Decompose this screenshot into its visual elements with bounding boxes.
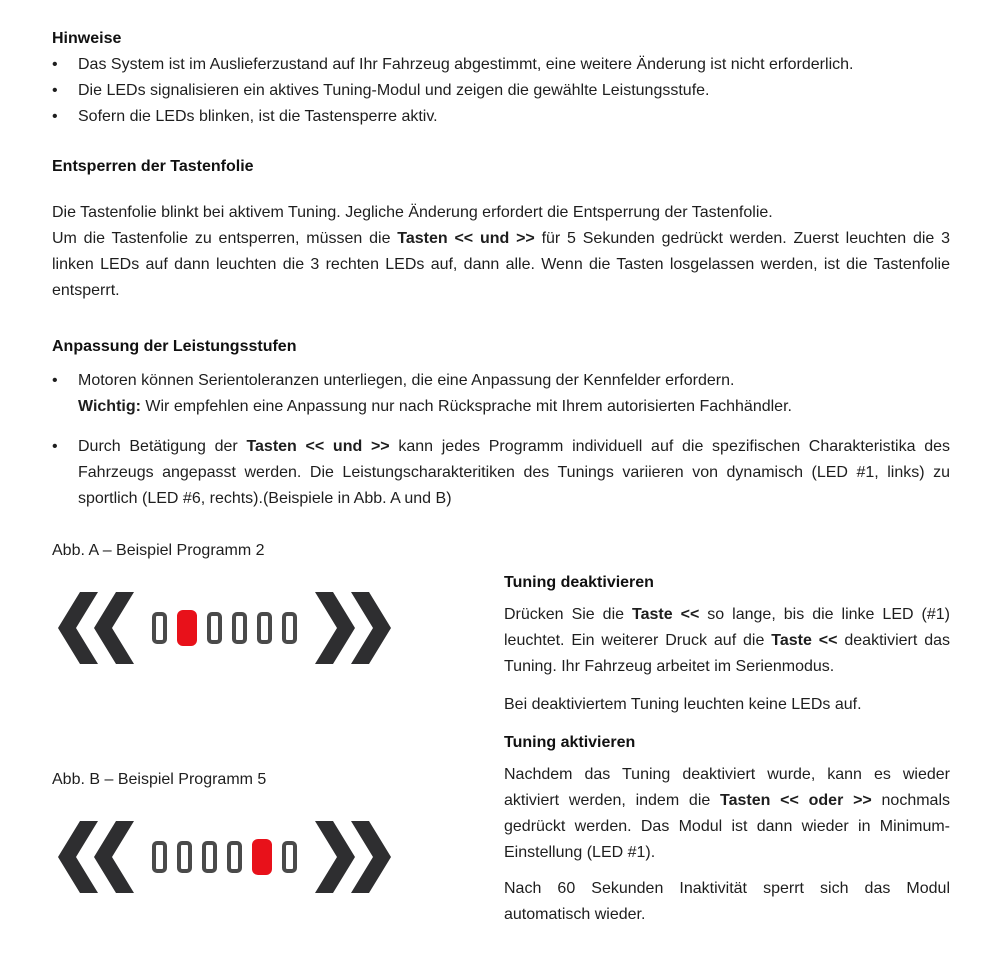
double-chevron-left-icon bbox=[58, 821, 134, 893]
heading-tuning-aktivieren: Tuning aktivieren bbox=[504, 734, 636, 751]
led-indicator-active bbox=[252, 839, 272, 875]
entsperren-line1: Die Tastenfolie blinkt bei aktivem Tuning. Jegliche Änderung erfordert die Entsperrung der Tastenfolie. bbox=[52, 204, 773, 221]
double-chevron-right-icon bbox=[315, 821, 391, 893]
hinweise-bullet-list bbox=[52, 52, 950, 130]
anpassung-bullet-list bbox=[52, 368, 950, 512]
bullet-text: Sofern die LEDs blinken, ist die Tastensperre aktiv. bbox=[78, 108, 438, 125]
bullet-item bbox=[52, 368, 950, 420]
figure-b-led-display bbox=[58, 821, 504, 893]
led-indicator bbox=[152, 841, 167, 873]
led-strip-b bbox=[152, 839, 297, 875]
figure-a-led-display bbox=[58, 592, 504, 664]
figure-a-caption: Abb. A – Beispiel Programm 2 bbox=[52, 542, 265, 559]
led-indicator bbox=[152, 612, 167, 644]
anpassung-b1-line1: Motoren können Serientoleranzen unterliegen, die eine Anpassung der Kennfelder erfordern. bbox=[78, 372, 735, 389]
heading-hinweise: Hinweise bbox=[52, 30, 122, 47]
anpassung-b2-text: Durch Betätigung der Tasten << und >> kann jedes Programm individuell auf die spezifischen Charakteristika des Fahrzeugs angepasst werden. Die Leistungscharakteritiken des Tunings variieren von dynamisch (LED #1, links) zu sportlich (LED #6, rechts).(Beispiele in Abb. A und B) bbox=[78, 438, 951, 507]
bullet-text: Das System ist im Auslieferzustand auf Ihr Fahrzeug abgestimmt, eine weitere Änderung ist nicht erforderlich. bbox=[78, 56, 854, 73]
tuning-text-column bbox=[504, 538, 950, 928]
bullet-marker: • bbox=[52, 372, 58, 389]
deaktivieren-note: Bei deaktiviertem Tuning leuchten keine LEDs auf. bbox=[504, 696, 862, 713]
heading-entsperren: Entsperren der Tastenfolie bbox=[52, 158, 254, 175]
bullet-item bbox=[52, 434, 950, 512]
led-indicator bbox=[257, 612, 272, 644]
figure-b-caption: Abb. B – Beispiel Programm 5 bbox=[52, 771, 267, 788]
heading-tuning-deaktivieren: Tuning deaktivieren bbox=[504, 574, 654, 591]
bullet-marker: • bbox=[52, 82, 58, 99]
double-chevron-right-icon bbox=[315, 592, 391, 664]
led-indicator-active bbox=[177, 610, 197, 646]
led-indicator bbox=[232, 612, 247, 644]
figures-section bbox=[52, 538, 950, 928]
bullet-item bbox=[52, 52, 950, 78]
led-strip-a bbox=[152, 610, 297, 646]
deaktivieren-paragraph: Drücken Sie die Taste << so lange, bis die linke LED (#1) leuchtet. Ein weiterer Druck auf die Taste << deaktiviert das Tuning. Ihr Fahrzeug arbeitet im Serienmodus. bbox=[504, 606, 950, 675]
aktivieren-paragraph: Nachdem das Tuning deaktiviert wurde, kann es wieder aktiviert werden, indem die Tasten << oder >> nochmals gedrückt werden. Das Modul ist dann wieder in Minimum-Einstellung (LED #1). bbox=[504, 766, 951, 861]
anpassung-b1-line2: Wichtig: Wir empfehlen eine Anpassung nur nach Rücksprache mit Ihrem autorisierten Fachhändler. bbox=[78, 398, 792, 415]
double-chevron-left-icon bbox=[58, 592, 134, 664]
led-indicator bbox=[177, 841, 192, 873]
figures-column bbox=[52, 538, 504, 928]
bullet-item bbox=[52, 104, 950, 130]
bullet-text bbox=[78, 368, 950, 420]
bullet-marker: • bbox=[52, 56, 58, 73]
led-indicator bbox=[202, 841, 217, 873]
entsperren-body: Um die Tastenfolie zu entsperren, müssen die Tasten << und >> für 5 Sekunden gedrückt werden. Zuerst leuchten die 3 linken LEDs auf dann leuchten die 3 rechten LEDs auf, dann alle. Wenn die Tasten losgelassen werden, ist die Tastenfolie entsperrt. bbox=[52, 230, 951, 299]
bullet-item bbox=[52, 78, 950, 104]
entsperren-paragraph bbox=[52, 200, 950, 304]
aktivieren-note: Nach 60 Sekunden Inaktivität sperrt sich das Modul automatisch wieder. bbox=[504, 880, 950, 923]
led-indicator bbox=[227, 841, 242, 873]
led-indicator bbox=[282, 841, 297, 873]
bullet-marker: • bbox=[52, 108, 58, 125]
bullet-marker: • bbox=[52, 438, 58, 455]
led-indicator bbox=[207, 612, 222, 644]
led-indicator bbox=[282, 612, 297, 644]
bullet-text: Die LEDs signalisieren ein aktives Tuning-Modul und zeigen die gewählte Leistungsstufe. bbox=[78, 82, 710, 99]
heading-anpassung: Anpassung der Leistungsstufen bbox=[52, 338, 297, 355]
